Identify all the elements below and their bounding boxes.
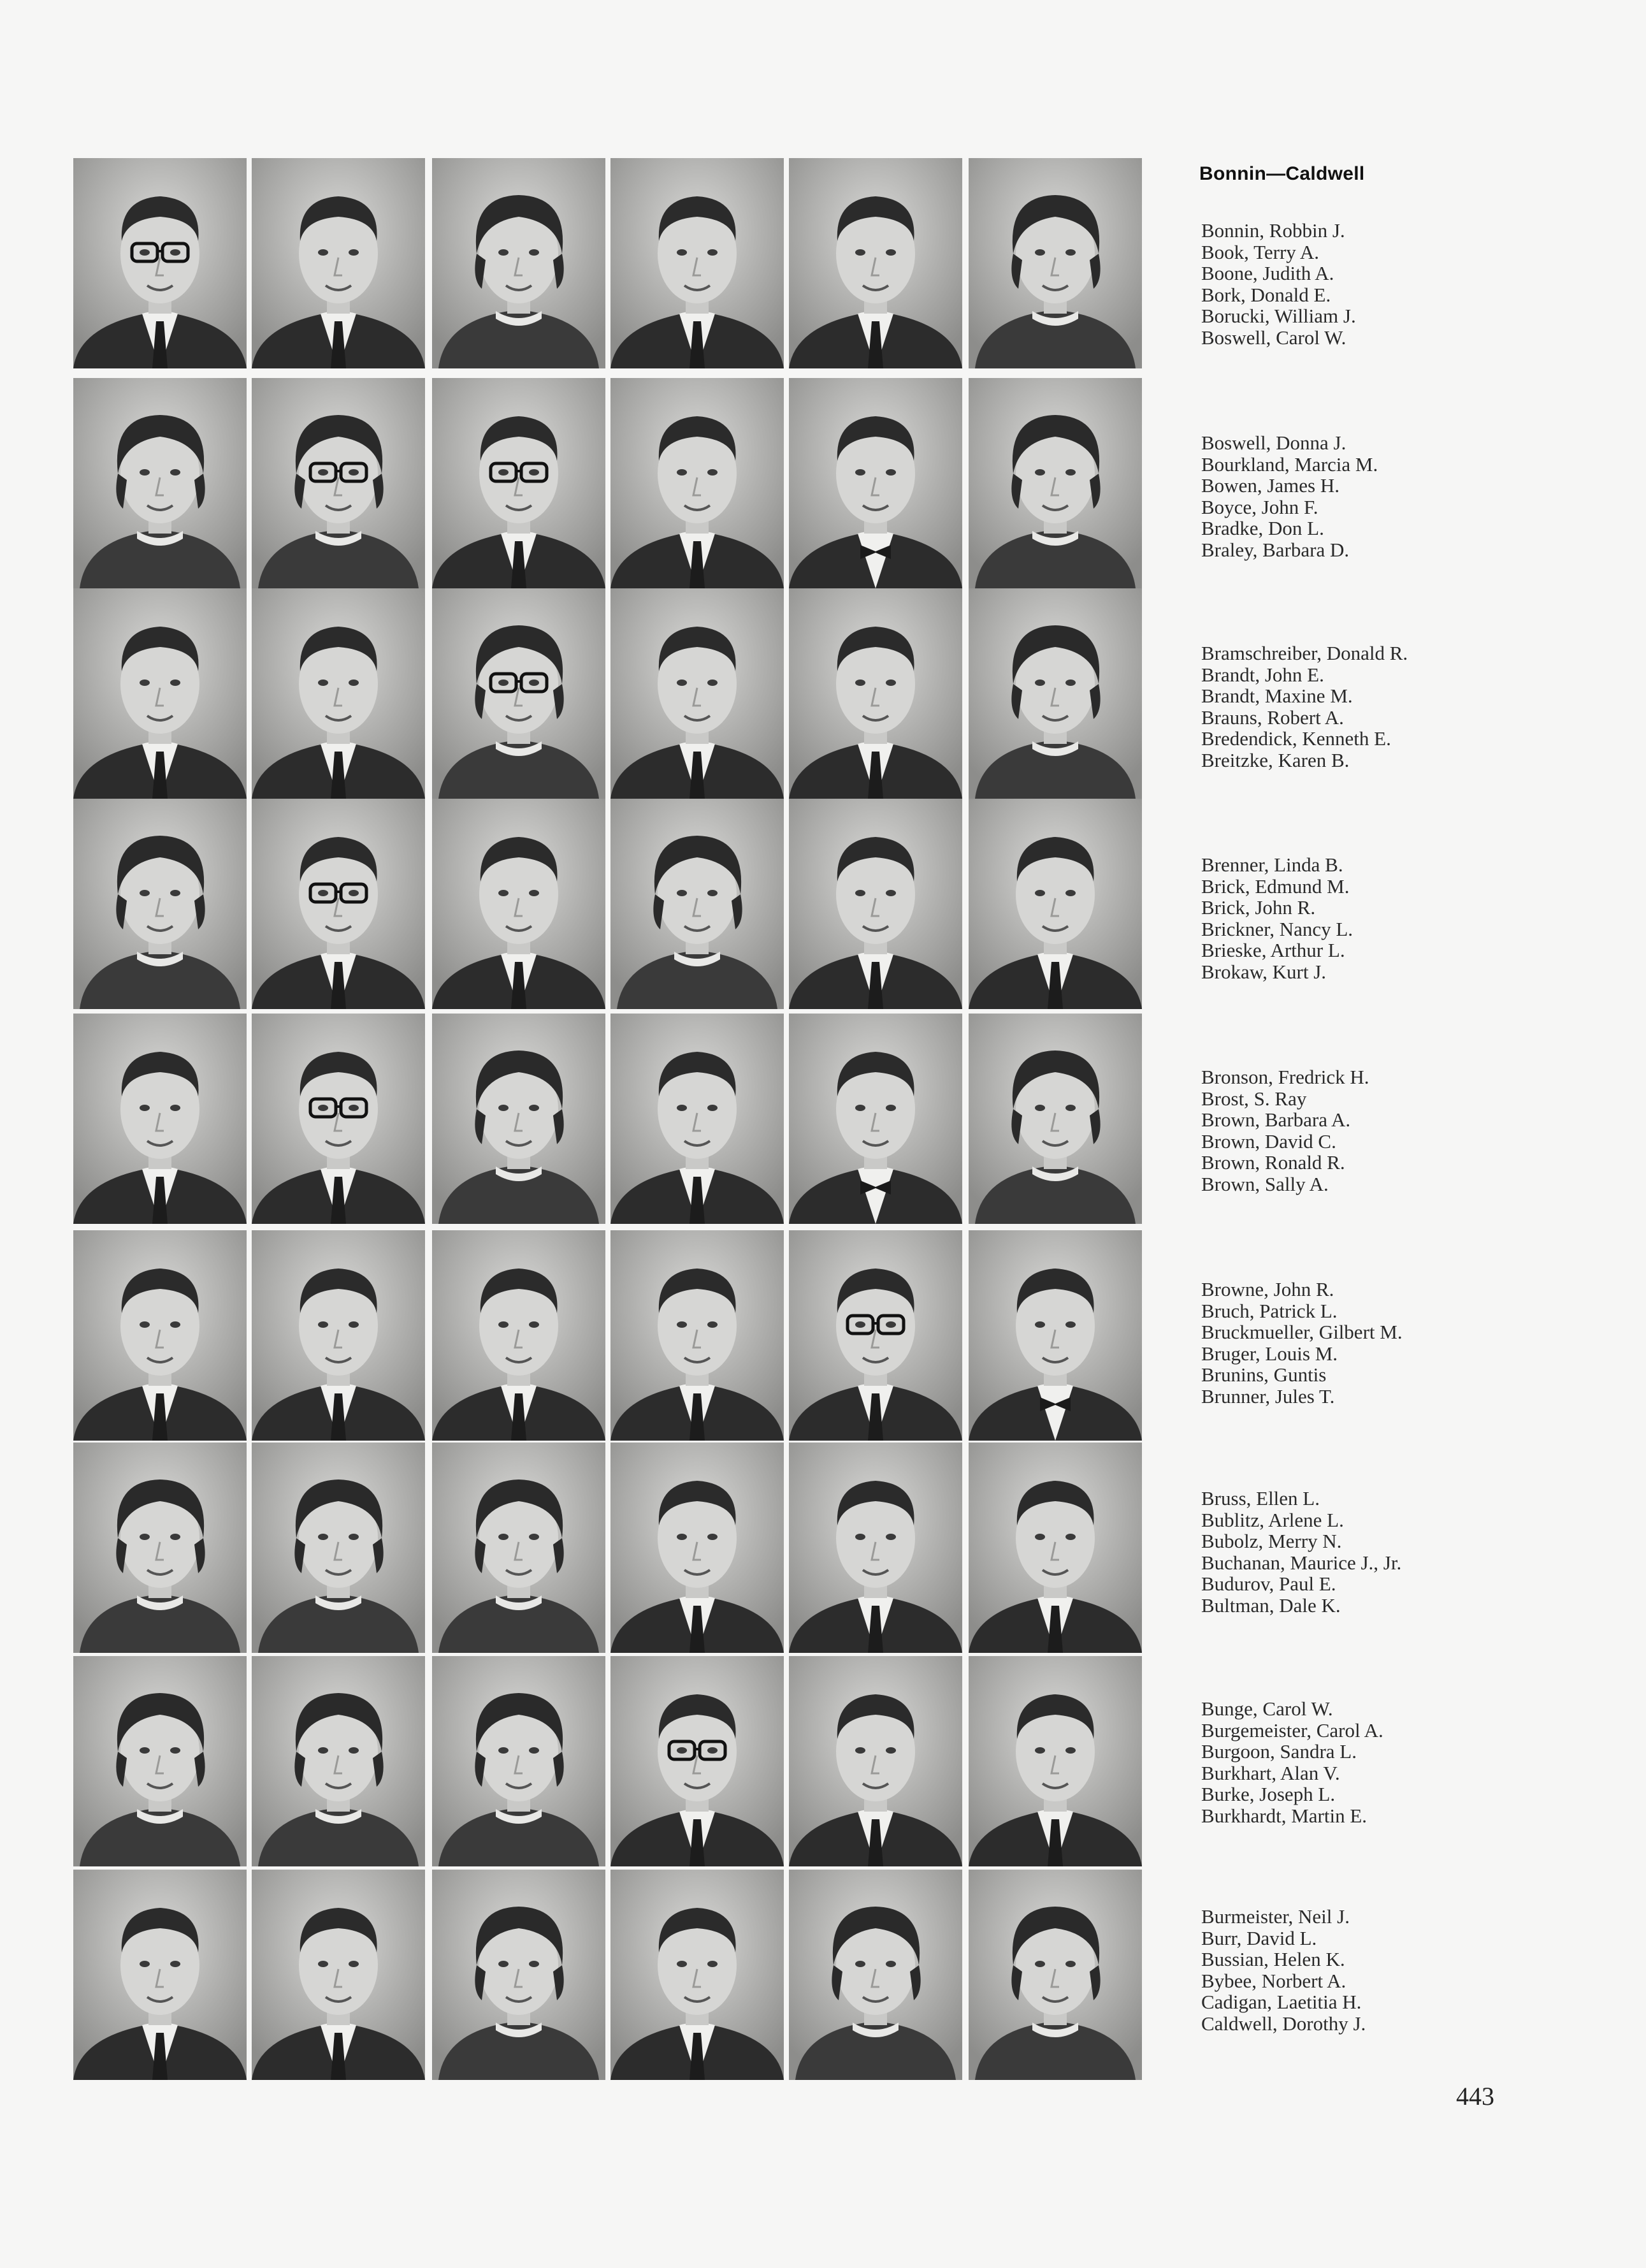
portrait-photo [252,1870,425,2080]
portrait-photo [73,158,247,368]
portrait-photo [789,158,962,368]
portrait-photo [789,588,962,799]
portrait-photo [432,1870,605,2080]
name-group [1201,432,1609,560]
name-group [1201,1488,1609,1616]
portrait-photo [252,158,425,368]
portrait-photo [73,1014,247,1224]
student-name: Bussian, Helen K. [1201,1948,1345,1970]
portrait-photo [432,1230,605,1441]
portrait-photo [252,588,425,799]
student-name: Brunner, Jules T. [1201,1385,1335,1407]
name-group [1201,220,1609,348]
portrait-photo [969,588,1142,799]
student-name: Bronson, Fredrick H. [1201,1066,1369,1088]
student-name: Bredendick, Kenneth E. [1201,727,1391,750]
portrait-photo [969,1656,1142,1866]
portrait-photo [610,799,784,1009]
portrait-photo [610,1014,784,1224]
student-name: Borucki, William J. [1201,305,1356,327]
portrait-photo [789,1014,962,1224]
student-name: Buchanan, Maurice J., Jr. [1201,1551,1402,1574]
portrait-photo [789,1656,962,1866]
student-name: Bultman, Dale K. [1201,1594,1341,1617]
student-name: Braley, Barbara D. [1201,538,1350,561]
portrait-photo [73,1870,247,2080]
portrait-photo [252,799,425,1009]
student-name: Bradke, Don L. [1201,517,1324,539]
portrait-photo [969,1870,1142,2080]
student-name: Brauns, Robert A. [1201,706,1344,729]
portrait-photo [432,799,605,1009]
student-name: Brickner, Nancy L. [1201,917,1354,940]
portrait-photo [252,1230,425,1441]
name-group [1201,1906,1609,2034]
student-name: Bourkland, Marcia M. [1201,453,1378,476]
portrait-photo [252,1443,425,1653]
student-name: Brost, S. Ray [1201,1087,1307,1110]
portrait-photo [610,158,784,368]
portrait-photo [610,1230,784,1441]
student-name: Boswell, Donna J. [1201,432,1346,454]
student-name: Bunge, Carol W. [1201,1697,1333,1720]
portrait-photo [610,1443,784,1653]
section-title: Bonnin—Caldwell [1199,163,1365,184]
portrait-photo [789,378,962,588]
portrait-photo [610,378,784,588]
portrait-photo [432,158,605,368]
student-name: Bruss, Ellen L. [1201,1487,1320,1509]
portrait-photo [252,1656,425,1866]
portrait-photo [73,378,247,588]
portrait-photo [789,1870,962,2080]
portrait-photo [432,1014,605,1224]
student-name: Caldwell, Dorothy J. [1201,2012,1366,2035]
portrait-grid [73,158,1144,2070]
portrait-photo [252,1014,425,1224]
portrait-photo [73,1230,247,1441]
student-name: Book, Terry A. [1201,240,1319,263]
name-group [1201,1279,1609,1407]
student-name: Cadigan, Laetitia H. [1201,1991,1362,2013]
portrait-photo [610,1656,784,1866]
portrait-photo [969,378,1142,588]
portrait-photo [252,378,425,588]
portrait-photo [432,1443,605,1653]
portrait-photo [73,1656,247,1866]
portrait-photo [789,1230,962,1441]
student-name: Brandt, Maxine M. [1201,685,1353,707]
portrait-photo [789,1443,962,1653]
student-name: Burr, David L. [1201,1926,1317,1949]
portrait-photo [432,1656,605,1866]
student-name: Burkhardt, Martin E. [1201,1804,1368,1827]
portrait-photo [73,1443,247,1653]
student-name: Brunins, Guntis [1201,1363,1327,1386]
student-name: Bybee, Norbert A. [1201,1969,1346,1992]
name-group [1201,1066,1609,1195]
portrait-photo [73,588,247,799]
name-group [1201,1698,1609,1826]
portrait-photo [969,158,1142,368]
student-name: Budurov, Paul E. [1201,1573,1336,1595]
name-group [1201,854,1609,982]
student-name: Burke, Joseph L. [1201,1783,1336,1805]
student-name: Brieske, Arthur L. [1201,939,1345,961]
portrait-photo [969,1443,1142,1653]
student-name: Browne, John R. [1201,1278,1334,1300]
student-name: Brokaw, Kurt J. [1201,960,1327,983]
portrait-photo [969,1014,1142,1224]
portrait-photo [789,799,962,1009]
student-name: Breitzke, Karen B. [1201,748,1350,771]
student-name: Brown, Ronald R. [1201,1151,1345,1174]
student-name: Bruckmueller, Gilbert M. [1201,1321,1403,1343]
student-name: Boswell, Carol W. [1201,326,1346,349]
student-name: Bork, Donald E. [1201,283,1331,306]
portrait-photo [432,588,605,799]
student-name: Brown, David C. [1201,1130,1336,1152]
name-group [1201,643,1609,771]
student-name: Brick, Edmund M. [1201,875,1350,898]
portrait-photo [610,1870,784,2080]
student-name: Bublitz, Arlene L. [1201,1508,1344,1531]
student-name: Burmeister, Neil J. [1201,1905,1350,1928]
student-name: Boyce, John F. [1201,495,1318,518]
student-name: Brown, Sally A. [1201,1172,1329,1195]
page-number: 443 [1456,2082,1494,2111]
portrait-photo [73,799,247,1009]
student-name: Burgemeister, Carol A. [1201,1719,1383,1741]
portrait-photo [969,1230,1142,1441]
student-name: Burkhart, Alan V. [1201,1761,1340,1784]
student-name: Brenner, Linda B. [1201,854,1343,876]
student-name: Brown, Barbara A. [1201,1109,1351,1131]
student-name: Brick, John R. [1201,896,1316,919]
student-name: Boone, Judith A. [1201,262,1334,284]
student-name: Bruch, Patrick L. [1201,1299,1338,1322]
student-name: Bubolz, Merry N. [1201,1530,1342,1552]
student-name: Burgoon, Sandra L. [1201,1740,1357,1763]
student-name: Brandt, John E. [1201,663,1324,686]
student-name: Bramschreiber, Donald R. [1201,642,1408,664]
portrait-photo [969,799,1142,1009]
portrait-photo [610,588,784,799]
student-name: Bonnin, Robbin J. [1201,219,1345,242]
portrait-photo [432,378,605,588]
student-name: Bruger, Louis M. [1201,1342,1338,1365]
student-name: Bowen, James H. [1201,474,1339,497]
